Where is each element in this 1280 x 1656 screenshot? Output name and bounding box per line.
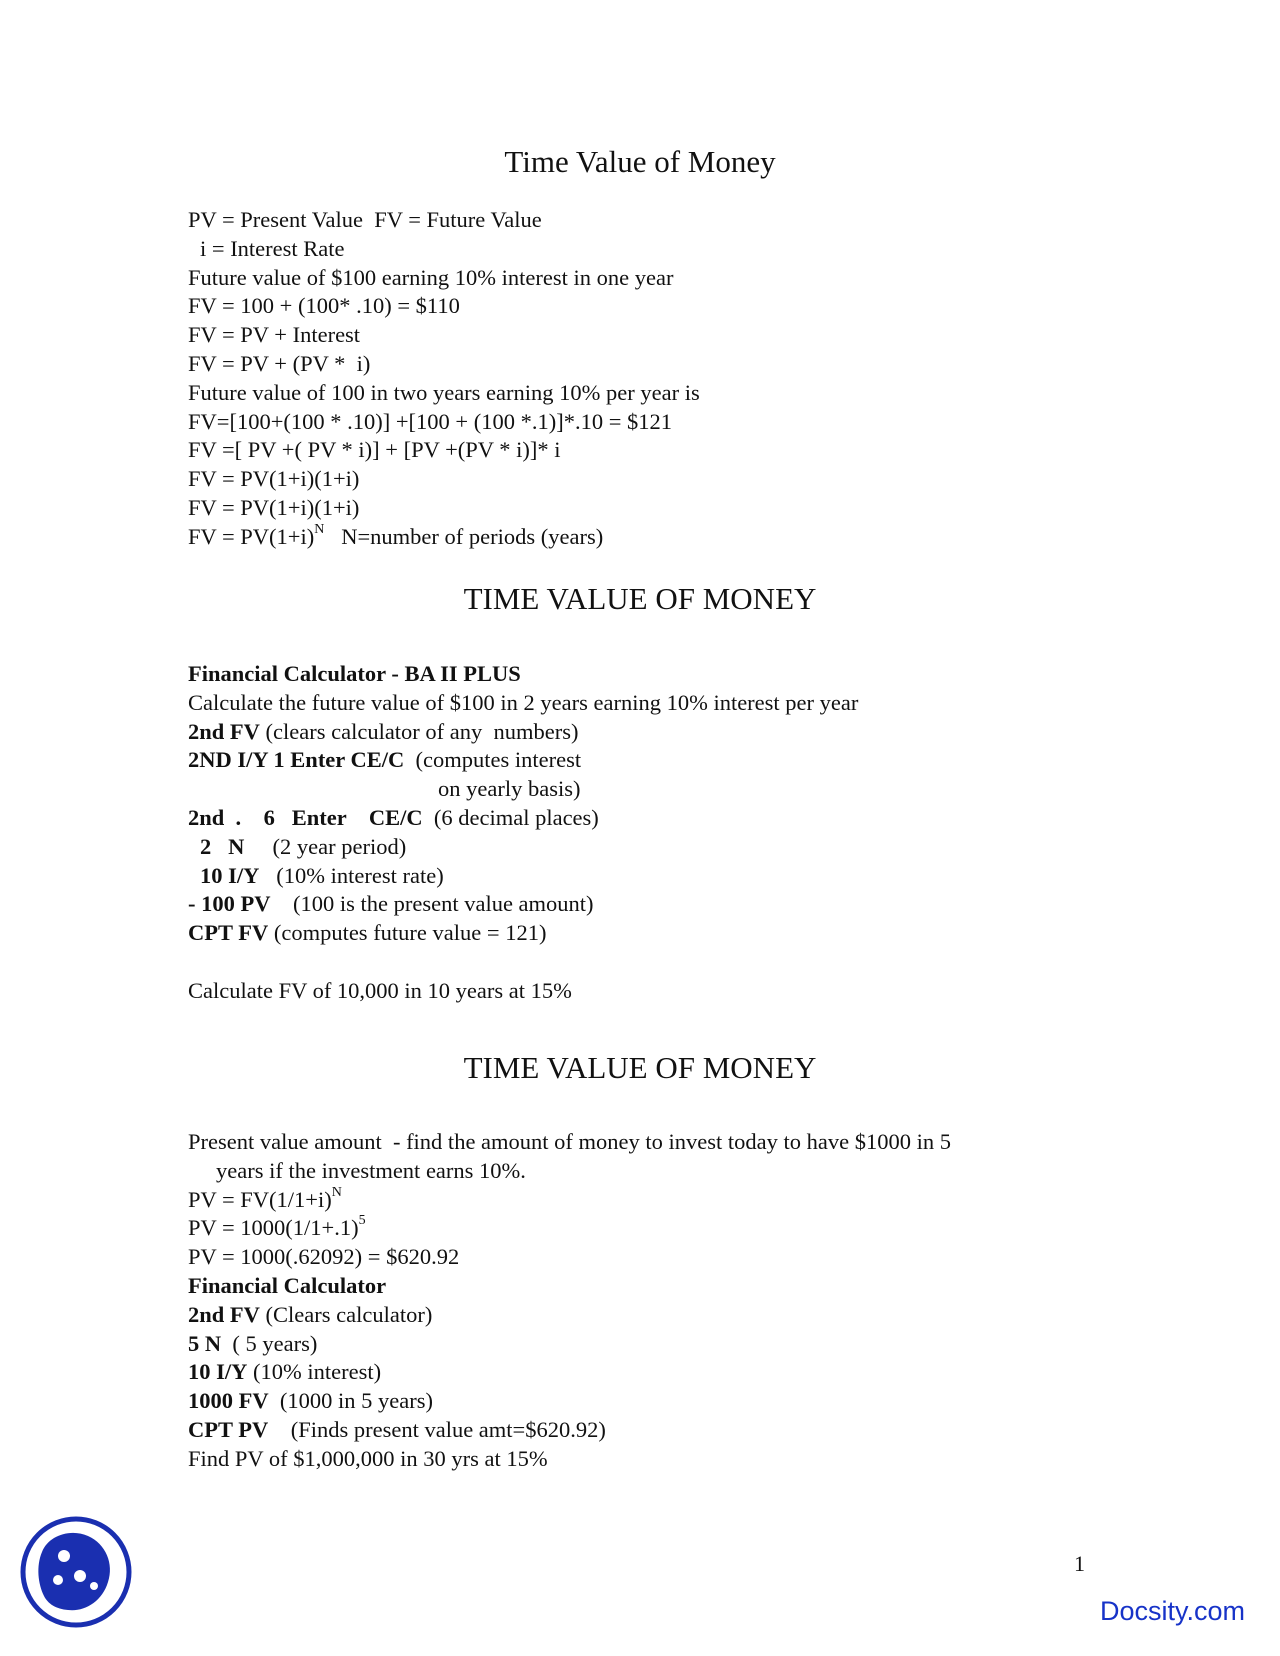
- text-line: Future value of 100 in two years earning 10% per year is: [188, 379, 700, 405]
- section-heading: Financial Calculator: [188, 1272, 387, 1298]
- calc-step: 10 I/Y (10% interest): [188, 1359, 382, 1385]
- section2-title: TIME VALUE OF MONEY: [463, 581, 817, 616]
- formula-line: PV = 1000(.62092) = $620.92: [188, 1244, 460, 1270]
- formula-line: PV = $FV(1/1+i)^N$: [188, 1184, 342, 1212]
- exercise-line: Calculate FV of 10,000 in 10 years at 15%: [188, 977, 572, 1003]
- formula-line: FV = PV(1+i)(1+i): [188, 494, 360, 520]
- section3-body: [188, 1128, 1088, 1474]
- section3-title: TIME VALUE OF MONEY: [463, 1050, 817, 1085]
- docsity-logo-icon[interactable]: [18, 1514, 134, 1630]
- spacer: [188, 948, 1088, 977]
- formula-text: FV = PV(1+i): [188, 523, 315, 549]
- section1-title: Time Value of Money: [504, 144, 776, 179]
- calc-step: 2 N (2 year period): [200, 833, 407, 859]
- formula-exponent: N: [314, 521, 325, 537]
- text-line: Future value of $100 earning 10% interest in one year: [188, 264, 674, 290]
- calc-step: 2nd FV (Clears calculator): [188, 1301, 433, 1327]
- text-line: Calculate the future value of $100 in 2 years earning 10% interest per year: [188, 689, 859, 715]
- formula-line: FV=[100+(100 * .10)] +[100 + (100 *.1)]*.10 = $121: [188, 408, 673, 434]
- formula-note: N=number of periods (years): [341, 523, 604, 549]
- formula-line: FV = PV + Interest: [188, 322, 361, 348]
- formula-line: FV = PV + (PV * i): [188, 350, 371, 376]
- text-line: years if the investment earns 10%.: [216, 1157, 526, 1183]
- calc-step: - 100 PV (100 is the present value amount): [188, 891, 594, 917]
- section1-body: [188, 206, 1088, 552]
- text-line: Present value amount - find the amount of money to invest today to have $1000 in 5: [188, 1129, 951, 1154]
- calc-step: 10 I/Y (10% interest rate): [200, 862, 444, 888]
- formula-exponent: 5: [358, 1213, 366, 1229]
- formula-line: FV =[ PV +( PV * i)] + [PV +(PV * i)]* i: [188, 437, 561, 463]
- formula-line: FV = PV(1+i)(1+i): [188, 466, 360, 492]
- calc-step: 2nd . 6 Enter CE/C (6 decimal places): [188, 804, 599, 830]
- calc-step: 5 N ( 5 years): [188, 1330, 318, 1356]
- text-line: i = Interest Rate: [200, 235, 345, 261]
- calc-step: CPT FV (computes future value = 121): [188, 920, 547, 946]
- page-number: 1: [1074, 1551, 1085, 1576]
- calc-step: 2nd FV (clears calculator of any numbers): [188, 718, 579, 744]
- formula-line: FV = 100 + (100* .10) = $110: [188, 293, 460, 319]
- section-heading: Financial Calculator - BA II PLUS: [188, 661, 521, 686]
- docsity-brand-link[interactable]: Docsity.com: [1100, 1596, 1246, 1626]
- calc-step: 1000 FV (1000 in 5 years): [188, 1388, 433, 1414]
- calc-step-continuation: on yearly basis): [438, 776, 581, 802]
- section2-body: [188, 660, 1088, 1006]
- calc-step: CPT PV (Finds present value amt=$620.92): [188, 1416, 606, 1442]
- formula-exponent: N: [331, 1184, 342, 1200]
- formula-line: [188, 523, 1088, 552]
- text-line: PV = Present Value FV = Future Value: [188, 207, 542, 232]
- exercise-line: Find PV of $1,000,000 in 30 yrs at 15%: [188, 1445, 548, 1471]
- calc-step: 2ND I/Y 1 Enter CE/C (computes interest: [188, 747, 582, 773]
- formula-line: PV = $1000(1/1+.1)^5$: [188, 1213, 366, 1241]
